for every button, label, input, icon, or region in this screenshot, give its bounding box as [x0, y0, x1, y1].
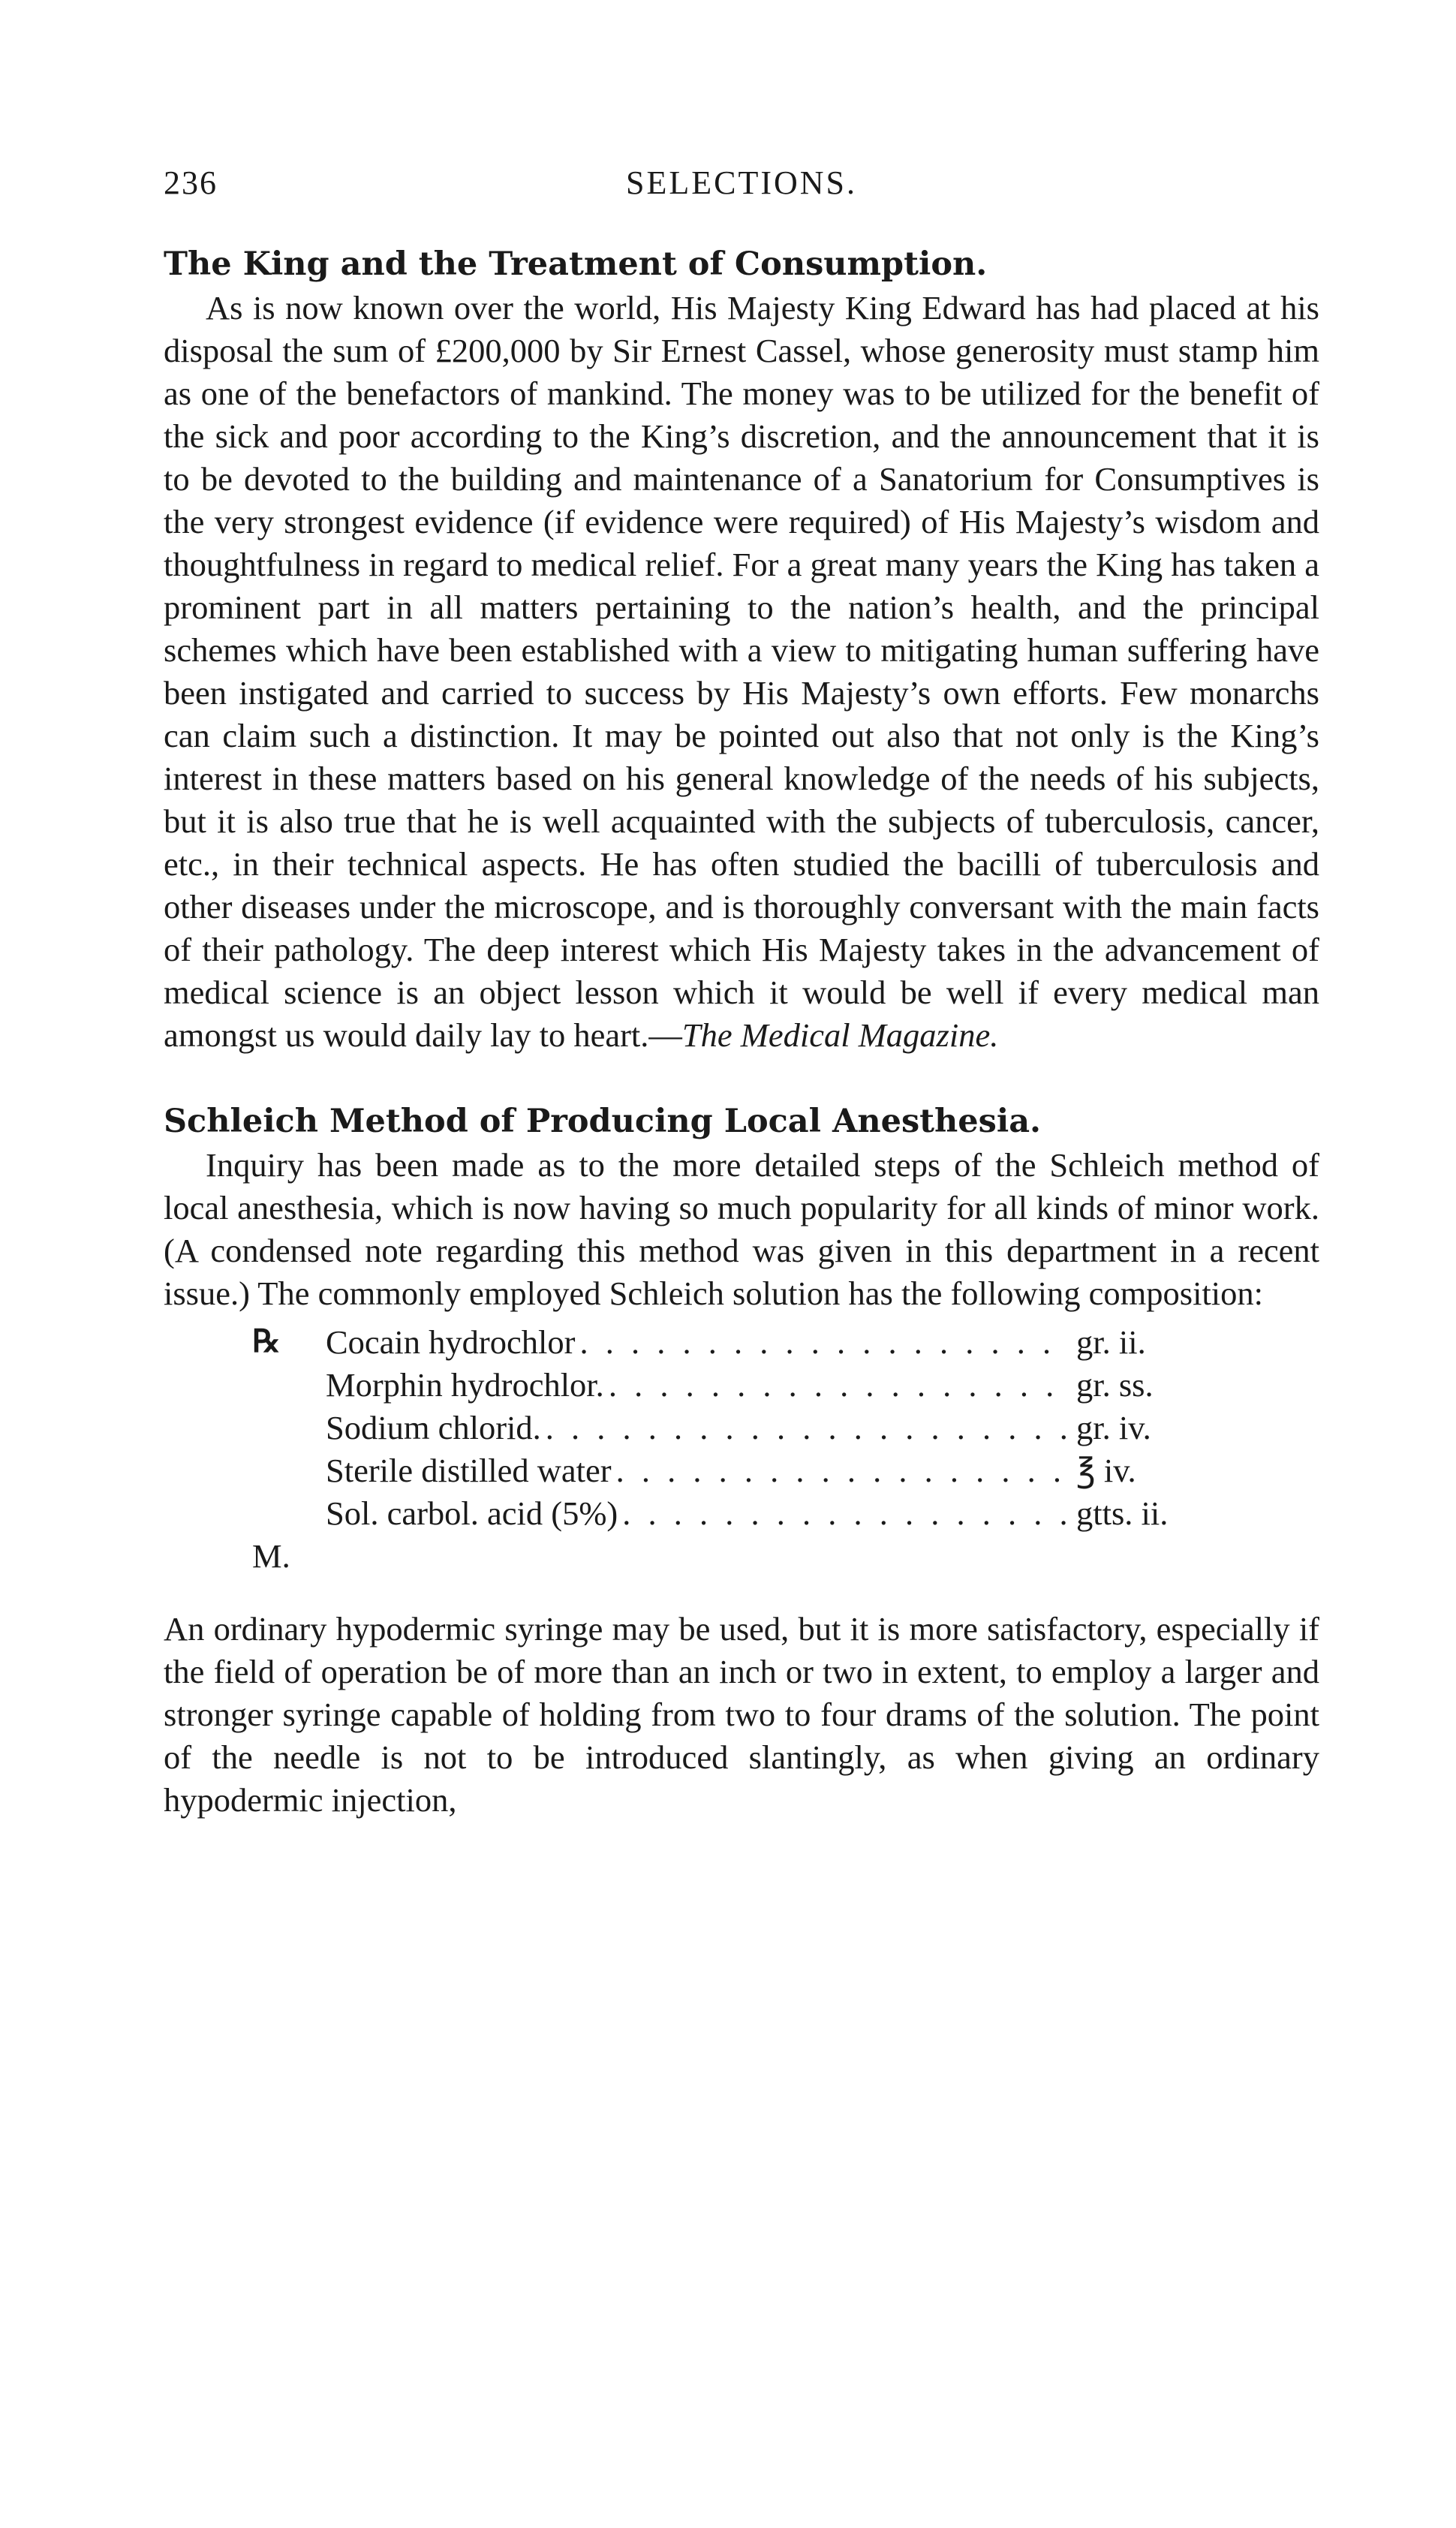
dot-leader [546, 1407, 1069, 1449]
recipe-ingredient [326, 1321, 1196, 1364]
article-body-king-consumption [164, 287, 1319, 1057]
ingredient-quantity: gr. ss. [1076, 1366, 1154, 1404]
ingredient-name: Sterile distilled water [326, 1452, 612, 1489]
recipe-row [252, 1449, 1228, 1492]
running-title: SELECTIONS. [626, 164, 857, 201]
recipe-ingredient [326, 1492, 1196, 1535]
ingredient-name: Sol. carbol. acid (5%) [326, 1494, 618, 1532]
dot-leader [579, 1321, 1069, 1364]
ingredient-quantity: gr. iv. [1076, 1409, 1151, 1446]
ingredient-quantity: gr. ii. [1076, 1323, 1146, 1361]
recipe-row [252, 1321, 1228, 1364]
dot-leader [616, 1449, 1069, 1492]
dot-leader [622, 1492, 1069, 1535]
recipe-row [252, 1407, 1228, 1449]
ingredient-name: Sodium chlorid. [326, 1409, 541, 1446]
ingredient-name: Cocain hydrochlor [326, 1323, 576, 1361]
prescription-recipe [252, 1321, 1228, 1578]
dot-leader [609, 1364, 1069, 1407]
ingredient-name: Morphin hydrochlor. [326, 1366, 604, 1404]
ingredient-quantity: ℥ iv. [1076, 1452, 1136, 1489]
recipe-ingredient [326, 1407, 1196, 1449]
recipe-row [252, 1492, 1228, 1535]
running-head [164, 164, 1319, 209]
page [164, 164, 1319, 1822]
recipe-ingredient [326, 1364, 1196, 1407]
rx-symbol-icon: ℞ [252, 1325, 281, 1359]
source-citation: The Medical Magazine. [681, 1016, 999, 1054]
article-title-schleich: Schleich Method of Producing Local Anesthesia. [164, 1103, 1042, 1140]
article-body-text: As is now known over the world, His Majesty King Edward has had placed at his disposal the sum of £200,000 by Sir Ernest Cassel, whose generosity must stamp him as one of the benefactors of mankind. The money was to be utilized for the benefit of the sick and poor according to the King’s discretion, and the announcement that it is to be devoted to the building and maintenance of a Sanatorium for Consumptives is the very strongest evidence (if evidence were required) of His Majesty’s wisdom and thoughtfulness in regard to medical relief. For a great many years the King has taken a prominent part in all matters pertaining to the nation’s health, and the principal schemes which have been established with a view to mitigating human suffering have been instigated and carried to success by His Majesty’s own efforts. Few monarchs can claim such a distinction. It may be pointed out also that not only is the King’s interest in these matters based on his general knowledge of the needs of his subjects, but it is also true that he is well acquainted with the subjects of tuberculosis, cancer, etc., in their technical aspects. He has often studied the bacilli of tuberculosis and other diseases under the microscope, and is thoroughly conversant with the main facts of their pathology. The deep interest which His Majesty takes in the advancement of medical science is an object lesson which it would be well if every medical man amongst us would daily lay to heart.— [164, 289, 1319, 1054]
misce-label: M. [252, 1537, 290, 1575]
article-continuation-schleich: An ordinary hypodermic syringe may be used, but it is more satisfactory, especially if the field of operation be of more than an inch or two in extent, to employ a larger and stronger syringe capable of holding from two to four drams of the solution. The point of the needle is not to be introduced slantingly, as when giving an ordinary hypodermic injection, [164, 1610, 1319, 1819]
recipe-row [252, 1364, 1228, 1407]
recipe-ingredient [326, 1449, 1196, 1492]
article-intro-schleich: Inquiry has been made as to the more detailed steps of the Schleich method of local anesthesia, which is now having so much popularity for all kinds of minor work. (A condensed note regarding this method was given in this department in a recent issue.) The commonly employed Schleich solution has the following composition: [164, 1146, 1319, 1312]
ingredient-quantity: gtts. ii. [1076, 1494, 1169, 1532]
page-number: 236 [164, 164, 218, 201]
article-title-king-consumption: The King and the Treatment of Consumption. [164, 245, 988, 283]
recipe-row [252, 1535, 1228, 1578]
